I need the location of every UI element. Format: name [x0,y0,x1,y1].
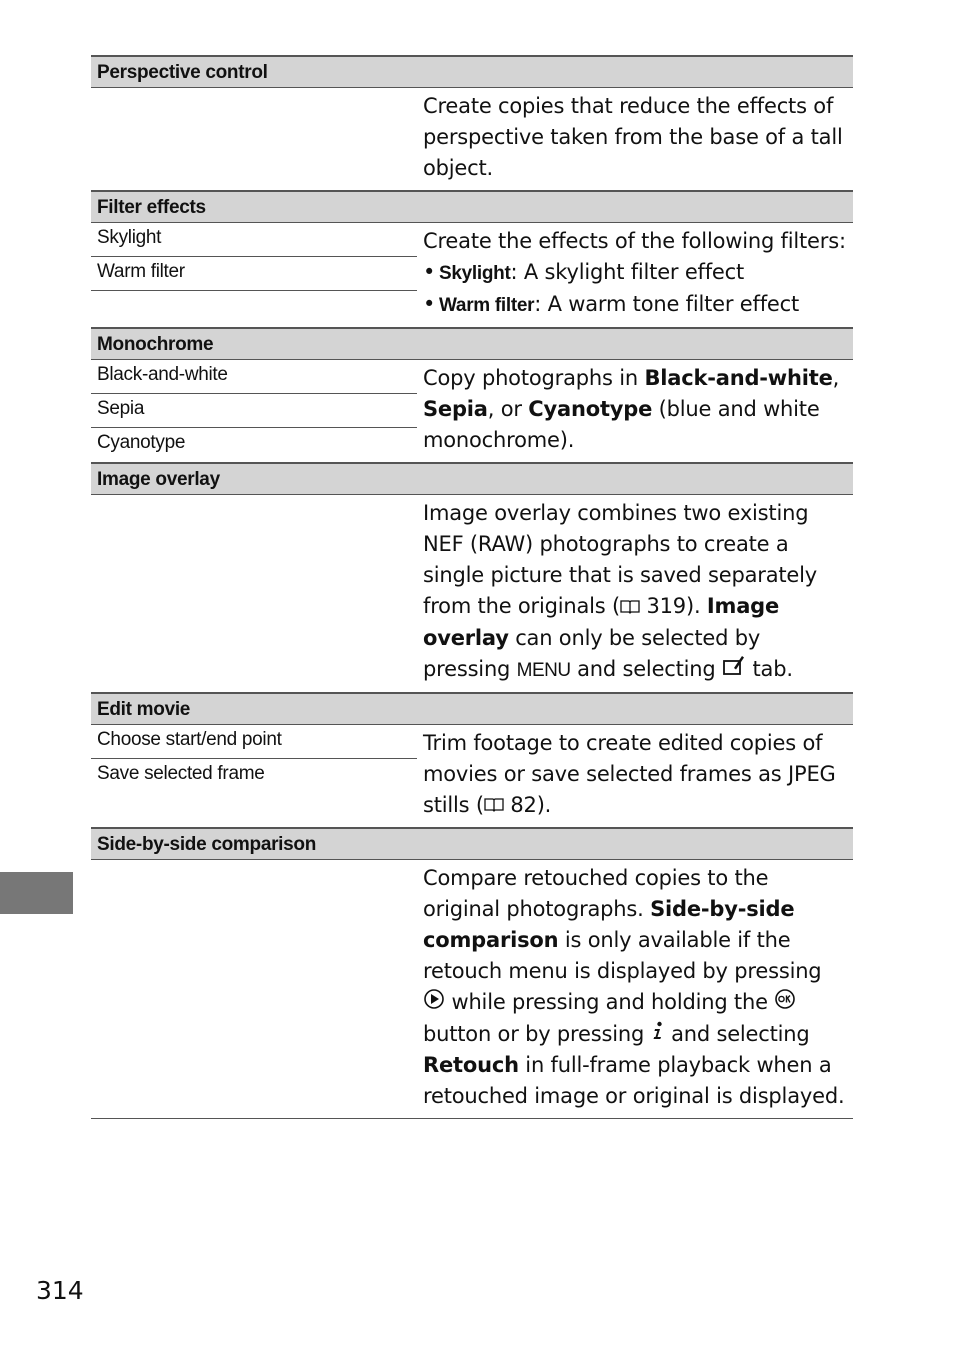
option-skylight: Skylight [91,223,417,257]
section-header-overlay: Image overlay [91,462,853,495]
compare-description: Compare retouched copies to the original photographs. Side-by-side comparison is only available if the retouch menu is displayed by pressing while pressing and holding the button or by pressing and selecting Retouch in full-frame playback when a retouched image or original is displayed. [423,866,845,1108]
perspective-description: Create copies that reduce the effects of perspective taken from the base of a tall object. [423,94,843,180]
movie-description: Trim footage to create edited copies of movies or save selected frames as JPEG stills ( 82). [417,725,853,828]
option-save-selected-frame: Save selected frame [97,762,265,784]
multi-selector-right-icon [423,988,445,1019]
section-body-filter [91,223,853,327]
i-button-icon [651,1019,665,1050]
option-choose-start-end: Choose start/end point [91,725,417,759]
section-header-perspective: Perspective control [91,55,853,88]
section-body-monochrome [91,360,853,462]
bullet-item: • Skylight: A skylight filter effect [423,260,745,284]
page-number: 314 [36,1276,84,1305]
section-header-filter: Filter effects [91,190,853,223]
section-header-compare: Side-by-side comparison [91,827,853,860]
section-body-perspective [91,88,853,190]
section-body-movie [91,725,853,828]
section-header-monochrome: Monochrome [91,327,853,360]
ok-button-icon [774,988,796,1019]
filter-description: Create the effects of the following filters: • Skylight: A skylight filter effect • Warm filter: A warm tone filter effect [417,223,853,327]
bullet-item: • Warm filter: A warm tone filter effect [423,292,799,316]
option-warm-filter: Warm filter [91,257,417,291]
option-black-and-white: Black-and-white [91,360,417,394]
book-icon [484,790,504,821]
option-cyanotype: Cyanotype [97,432,186,453]
menu-button-label: MENU [516,659,571,681]
overlay-description: Image overlay combines two existing NEF (RAW) photographs to create a single picture that is saved separately from the originals ( 319). Image overlay can only be selected by pressing MENU and selecting tab. [417,495,853,692]
section-body-overlay [91,495,853,692]
retouch-tab-icon [722,654,746,685]
monochrome-description: Copy photographs in Black-and-white, Sepia, or Cyanotype (blue and white monochrome). [423,366,840,452]
retouch-options-table [91,55,853,1119]
section-header-movie: Edit movie [91,692,853,725]
section-tab-marker [0,872,73,914]
option-sepia: Sepia [91,394,417,428]
section-body-compare [91,860,853,1119]
book-icon [620,592,640,623]
